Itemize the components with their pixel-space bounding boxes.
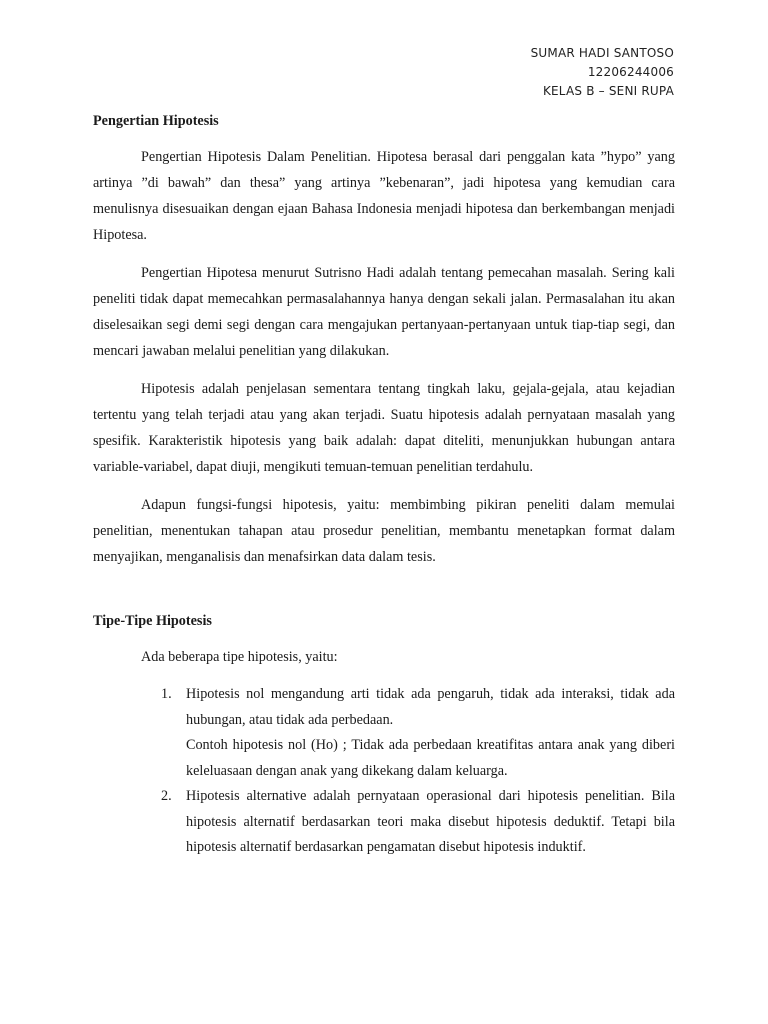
- paragraph: Adapun fungsi-fungsi hipotesis, yaitu: membimbing pikiran peneliti dalam memulai penelitian, menentukan tahapan atau prosedur penelitian, membantu menetapkan format dalam menyajikan, menganalisis dan menafsirkan data dalam tesis.: [93, 497, 675, 565]
- author-header: [531, 44, 674, 101]
- paragraph: Hipotesis adalah penjelasan sementara tentang tingkah laku, gejala-gejala, atau kejadian tertentu yang telah terjadi atau yang akan terjadi. Suatu hipotesis adalah pernyataan masalah yang spesifik. Karakteristik hipotesis yang baik adalah: dapat diteliti, menunjukkan hubungan antara variable-variabel, dapat diuji, mengikuti temuan-temuan penelitian terdahulu.: [93, 381, 675, 475]
- student-id: 12206244006: [587, 65, 674, 79]
- list-number: 1.: [161, 686, 172, 702]
- document-body: [93, 108, 675, 861]
- list-item-text: Hipotesis nol mengandung arti tidak ada pengaruh, tidak ada interaksi, tidak ada hubungan, atau tidak ada perbedaan.: [186, 686, 675, 728]
- list-number: 2.: [161, 788, 172, 804]
- section-title-pengertian: Pengertian Hipotesis: [93, 113, 219, 129]
- hypothesis-type-list: [161, 682, 675, 861]
- author-name: SUMAR HADI SANTOSO: [530, 46, 674, 60]
- class-label: KELAS B – SENI RUPA: [542, 84, 674, 98]
- list-item: [161, 682, 675, 784]
- list-item-example: Contoh hipotesis nol (Ho) ; Tidak ada perbedaan kreatifitas antara anak yang diberi keleluasaan dengan anak yang dikekang dalam keluarga.: [186, 737, 675, 779]
- paragraph: Pengertian Hipotesis Dalam Penelitian. Hipotesa berasal dari penggalan kata ”hypo” yang artinya ”di bawah” dan thesa” yang artinya ”kebenaran”, jadi hipotesa yang kemudian cara menulisnya disesuaikan dengan ejaan Bahasa Indonesia menjadi hipotesa dan berkembangan menjadi Hipotesa.: [93, 149, 675, 243]
- list-item: [161, 784, 675, 861]
- paragraph: Pengertian Hipotesa menurut Sutrisno Hadi adalah tentang pemecahan masalah. Sering kali peneliti tidak dapat memecahkan permasalahannya hanya dengan sekali jalan. Permasalahan itu akan diselesaikan segi demi segi dengan cara mengajukan pertanyaan-pertanyaan untuk tiap-tiap segi, dan mencari jawaban melalui penelitian yang dilakukan.: [93, 265, 675, 359]
- list-intro: Ada beberapa tipe hipotesis, yaitu:: [141, 649, 338, 665]
- list-item-text: Hipotesis alternative adalah pernyataan operasional dari hipotesis penelitian. Bila hipotesis alternatif berdasarkan teori maka disebut hipotesis deduktif. Tetapi bila hipotesis alternatif berdasarkan pengamatan disebut hipotesis induktif.: [186, 788, 675, 855]
- section-title-tipe: Tipe-Tipe Hipotesis: [93, 613, 212, 629]
